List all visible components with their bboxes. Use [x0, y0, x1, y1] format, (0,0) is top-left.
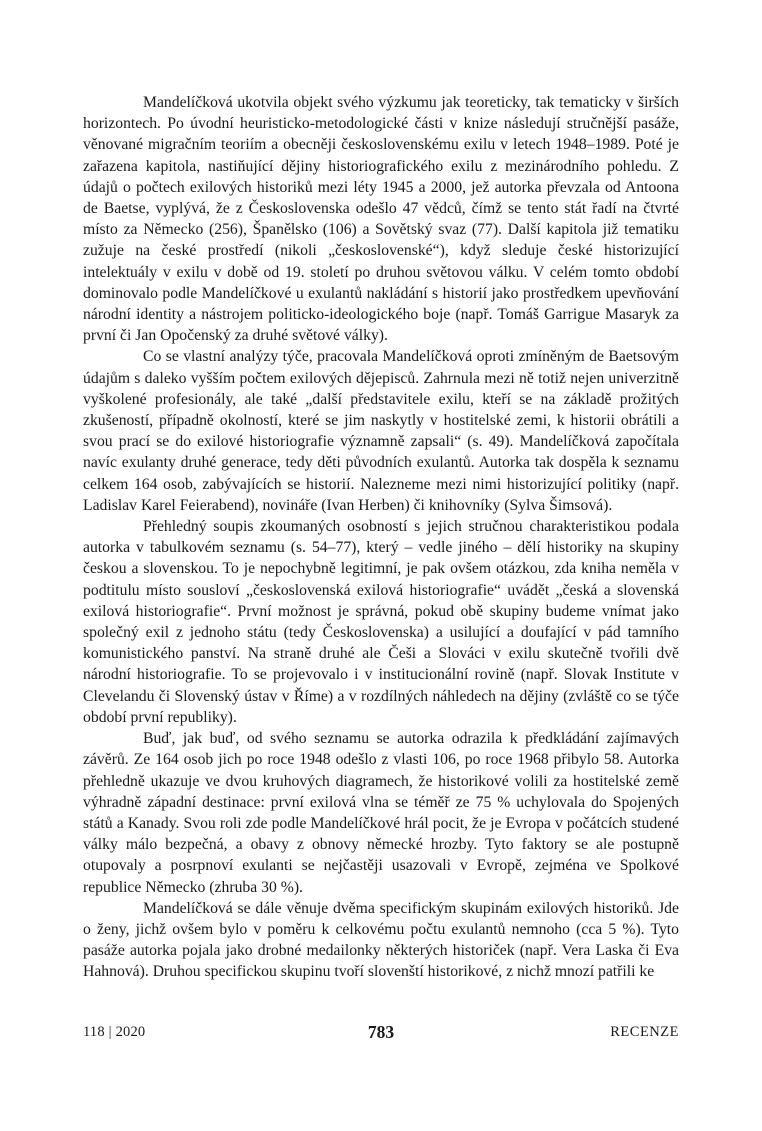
paragraph-2: Co se vlastní analýzy týče, pracovala Mandelíčková oproti zmíněným de Baetsovým údajům s daleko vyšším počtem exilových dějepisců. Zahrnula mezi ně totiž nejen univerzitně vyškolené profesionály, ale také „další představitele exilu, kteří se na základě prožitých zkušeností, případně okolností, které se jim naskytly v hostitelské zemi, k historii obrátili a svou prací se do exilové historiografie významně zapsali“ (s. 49). Mandelíčková započítala navíc exulanty druhé generace, tedy děti původních exulantů. Autorka tak dospěla k seznamu celkem 164 osob, zabývajících se historií. Nalezneme mezi nimi historizující politiky (např. Ladislav Karel Feierabend), novináře (Ivan Herben) či knihovníky (Sylva Šimsová). [83, 348, 679, 514]
page-footer [83, 1022, 679, 1052]
paragraph-1: Mandelíčková ukotvila objekt svého výzkumu jak teoreticky, tak tematicky v širších horizontech. Po úvodní heuristicko-metodologické části v knize následují stručnější pasáže, věnované migračním teoriím a obecněji československému exilu v letech 1948–1989. Poté je zařazena kapitola, nastiňující dějiny historiografického exilu z mezinárodního pohledu. Z údajů o počtech exilových historiků mezi léty 1945 a 2000, jež autorka převzala od Antoona de Baetse, vyplývá, že z Československa odešlo 47 vědců, čímž se tento stát řadí na čtvrté místo za Německo (256), Španělsko (106) a Sovětský svaz (77). Další kapitola již tematiku zužuje na české prostředí (nikoli „československé“), když sleduje české historizující intelektuály v exilu v době od 19. století po druhou světovou válku. V celém tomto období dominovalo podle Mandelíčkové u exulantů nakládání s historií jako prostředkem upevňování národní identity a nástrojem politicko-ideologického boje (např. Tomáš Garrigue Masaryk za první či Jan Opočenský za druhé světové války). [83, 94, 679, 345]
article-body [83, 92, 679, 983]
paragraph-4: Buď, jak buď, od svého seznamu se autorka odrazila k předkládání zajímavých závěrů. Ze 164 osob jich po roce 1948 odešlo z vlasti 106, po roce 1968 přibylo 58. Autorka přehledně ukazuje ve dvou kruhových diagramech, že historikové volili za hostitelské země výhradně západní destinace: první exilová vlna se téměř ze 75 % uchylovala do Spojených států a Kanady. Svou roli zde podle Mandelíčkové hrál pocit, že je Evropa v počátcích studené války málo bezpečná, a obavy z obnovy německé hrozby. Tyto faktory se ale postupně otupovaly a posrpnoví exulanti se nejčastěji usazovali v Evropě, zejména ve Spolkové republice Německo (zhruba 30 %). [83, 730, 679, 896]
section-label: RECENZE [610, 1024, 679, 1040]
paragraph-3: Přehledný soupis zkoumaných osobností s jejich stručnou charakteristikou podala autorka v tabulkovém seznamu (s. 54–77), který – vedle jiného – dělí historiky na skupiny českou a slovenskou. To je nepochybně legitimní, je pak ovšem otázkou, zda kniha neměla v podtitulu místo sousloví „československá exilová historiografie“ uvádět „česká a slovenská exilová historiografie“. První možnost je správná, pokud obě skupiny budeme vnímat jako společný exil z jednoho státu (tedy Československa) a usilující a doufající v pád tamního komunistického panství. Na straně druhé ale Češi a Slováci v exilu skutečně tvořili dvě národní historiografie. To se projevovalo i v institucionální rovině (např. Slovak Institute v Clevelandu či Slovenský ústav v Říme) a v rozdílných náhledech na dějiny (zvláště co se týče období první republiky). [83, 518, 679, 726]
page-number: 783 [367, 1022, 395, 1042]
issue-label: 118 | 2020 [83, 1024, 146, 1040]
paragraph-5: Mandelíčková se dále věnuje dvěma specifickým skupinám exilových historiků. Jde o ženy, jichž ovšem bylo v poměru k celkovému počtu exulantů nemnoho (cca 5 %). Tyto pasáže autorka pojala jako drobné medailonky některých historiček (např. Vera Laska či Eva Hahnová). Druhou specifickou skupinu tvoří slovenští historikové, z nichž mnozí patřili ke [83, 899, 679, 981]
